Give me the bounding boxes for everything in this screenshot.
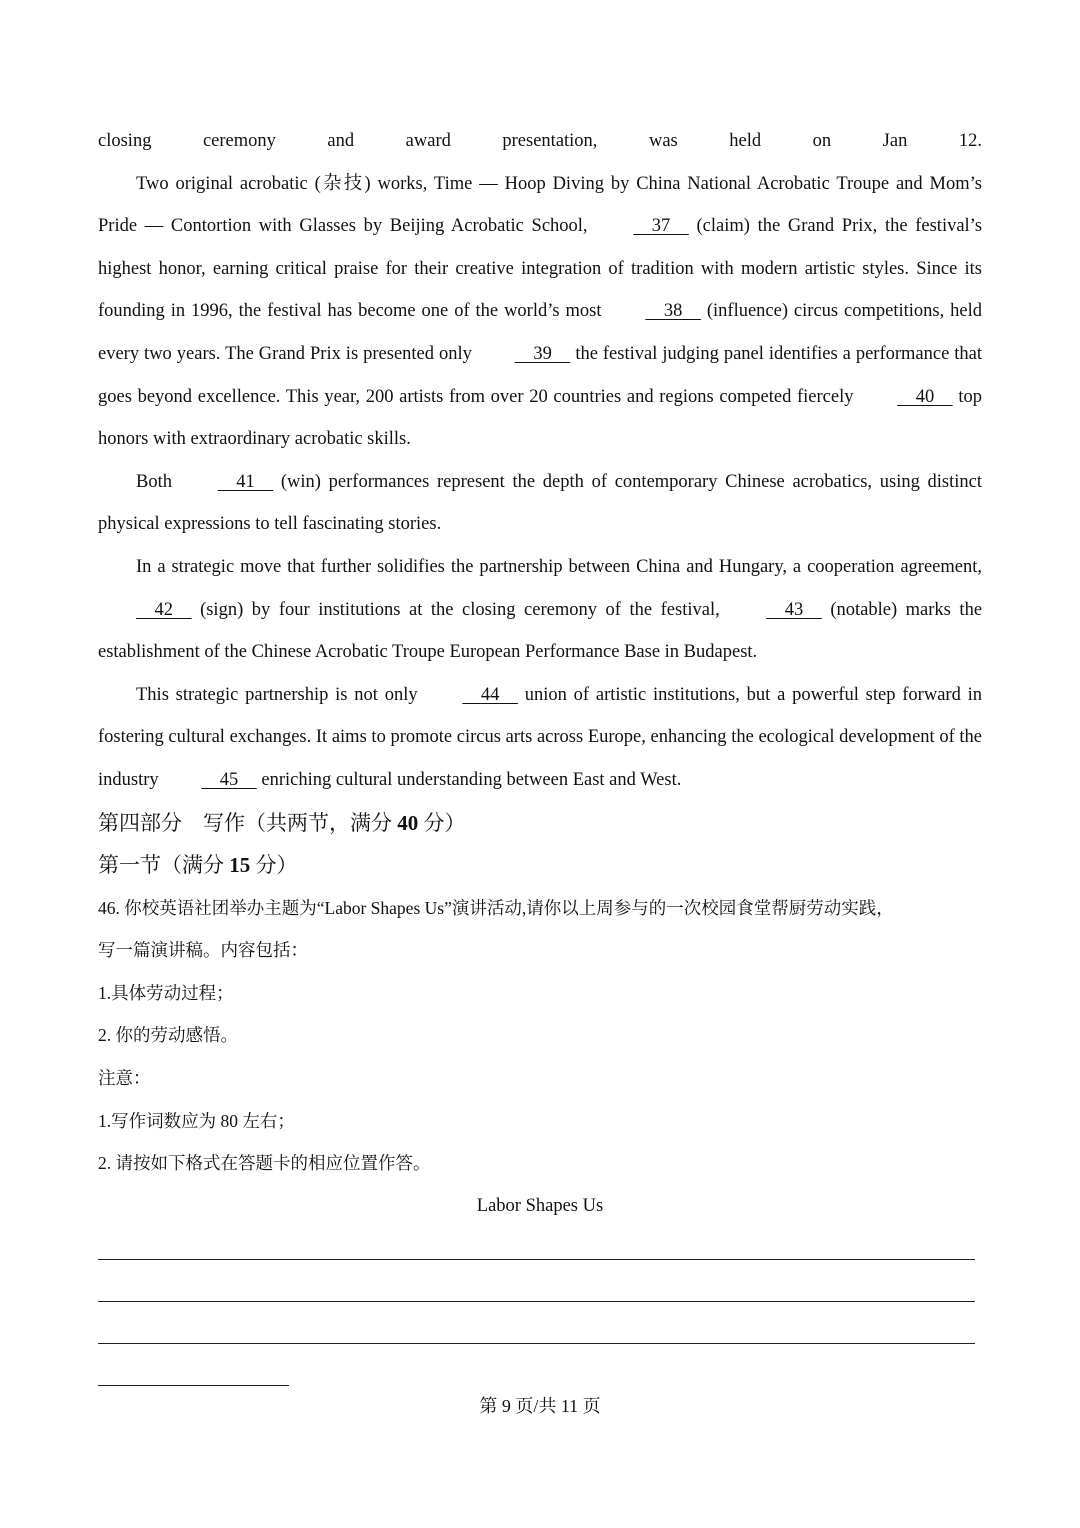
passage-text: Two original acrobatic (杂技) works, Time — Hoop Diving by China National Acrobatic Troupe and Mom’s Pride — Contortion with Glasses by Beijing Acrobatic School,	[98, 173, 982, 237]
blank-45[interactable]: 45	[219, 769, 239, 790]
passage-text: (claim) the Grand Prix, the festival’s highest honor, earning critical praise for their creative integration of tradition with modern artistic styles. Since its founding in 1996, the festival has become one of the world’s most	[98, 216, 983, 322]
blank-37[interactable]: 37	[651, 216, 671, 237]
passage-text: the festival judging panel identifies a performance that goes beyond excellence. This year, 200 artists from over 20 countries and regions competed fiercely	[98, 343, 983, 407]
blank-40[interactable]: 40	[915, 386, 935, 407]
passage-text: This strategic partnership is not only	[136, 684, 418, 705]
blank-41[interactable]: 41	[236, 471, 255, 492]
content-item-1: 1.具体劳动过程；	[98, 982, 234, 1003]
blank-38[interactable]: 38	[663, 301, 683, 322]
passage-text: (sign) by four institutions at the closing ceremony of the festival,	[200, 599, 720, 620]
paragraph-4	[98, 674, 982, 802]
note-item-2: 2. 请按如下格式在答题卡的相应位置作答。	[98, 1153, 431, 1174]
section-heading: 第一节（满分 15 分）	[98, 853, 298, 878]
paragraph-3	[98, 546, 982, 674]
answer-line-short[interactable]	[98, 1385, 289, 1386]
note-heading: 注意：	[98, 1068, 151, 1089]
blank-39[interactable]: 39	[533, 343, 552, 364]
content-item-2: 2. 你的劳动感悟。	[98, 1025, 238, 1046]
passage-text: (win) performances represent the depth of contemporary Chinese acrobatics, using distinct physical expressions to tell fascinating stories.	[98, 471, 983, 535]
exam-page	[98, 120, 982, 1386]
passage-text: In a strategic move that further solidifies the partnership between China and Hungary, a cooperation agreement,	[136, 556, 982, 577]
passage-text: (influence) circus competitions, held every two years. The Grand Prix is presented only	[98, 301, 983, 364]
passage-text: (notable) marks the establishment of the Chinese Acrobatic Troupe European Performance Base in Budapest.	[98, 599, 983, 663]
passage-text: Both	[136, 471, 172, 492]
blank-43[interactable]: 43	[784, 599, 804, 620]
passage-text: enriching cultural understanding between East and West.	[261, 769, 682, 790]
blank-44[interactable]: 44	[480, 684, 500, 705]
blank-42[interactable]: 42	[154, 599, 173, 620]
essay-title: Labor Shapes Us	[476, 1195, 604, 1216]
passage-text: union of artistic institutions, but a powerful step forward in fostering cultural exchanges. It aims to promote circus arts across Europe, enhancing the ecological development of the industry	[98, 684, 982, 790]
question-46-line1: 46. 你校英语社团举办主题为“Labor Shapes Us”演讲活动,请你以上周参与的一次校园食堂帮厨劳动实践，	[98, 897, 894, 918]
passage-text: top honors with extraordinary acrobatic skills.	[98, 386, 983, 450]
page-number: 第 9 页/共 11 页	[479, 1396, 601, 1416]
paragraph-2	[98, 461, 982, 546]
note-item-1: 1.写作词数应为 80 左右；	[98, 1110, 295, 1131]
passage-line	[98, 120, 982, 163]
passage-text: closing ceremony and award presentation, was held on Jan 12.	[98, 131, 982, 151]
paragraph-1	[98, 163, 982, 461]
question-46-line2: 写一篇演讲稿。内容包括：	[98, 940, 308, 961]
part-heading: 第四部分 写作（共两节，满分 40 分）	[98, 810, 466, 835]
